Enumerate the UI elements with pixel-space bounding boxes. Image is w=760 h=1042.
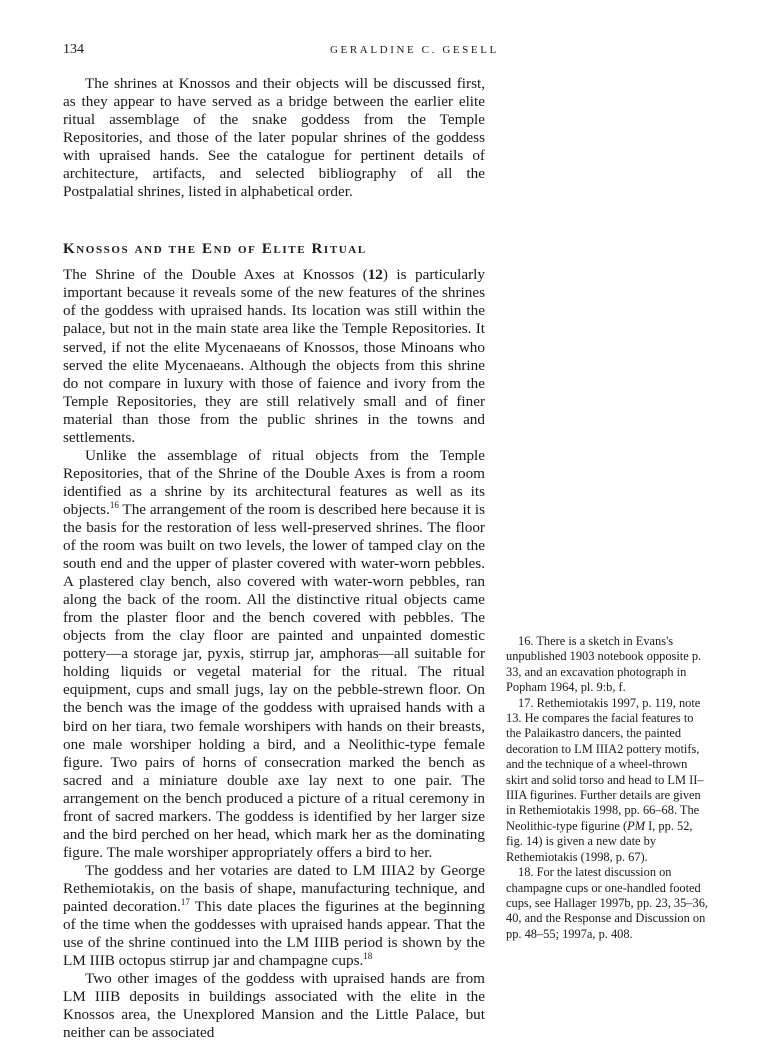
paragraph-text: Unlike the assemblage of ritual objects from the Temple Repositories, that of the Shrine of the Double Axes is from a room identified as a shrine by its architectural features as well as its objects. [63,446,485,518]
footnote-18: 18. For the latest discussion on champagne cups or one-handled footed cups, see Hallager 1997b, pp. 23, 35–36, 40, and the Response and Discussion on pp. 48–55; 1997a, p. 408. [506,865,708,941]
catalogue-reference: 12 [367,266,383,284]
footnote-abbreviation: PM [627,818,646,833]
main-text-column [63,75,485,1042]
paragraph-other-images: Two other images of the goddess with upraised hands are from LM IIIB deposits in buildings associated with the elite in the Knossos area, the Unexplored Mansion and the Little Palace, but neither can be associated [63,970,485,1042]
footnote-ref-18[interactable]: 18 [363,951,373,962]
paragraph-text: This date places the figurines at the beginning of the time when the goddesses with upraised hands appear. That the use of the shrine continued into the LM IIIB period is shown by the LM IIIB octopus stirrup jar and champagne cups. [63,897,485,970]
footnote-17 [506,696,708,865]
footnote-text: I, pp. 52, fig. 14) is given a new date by Rethemiotakis (1998, p. 67). [506,818,693,864]
paragraph-text: ) is particularly important because it reveals some of the new features of the shrines of the goddess with upraised hands. Its location was still within the palace, but not in the main state area like the Temple Repositories. It served, if not the elite Mycenaeans of Knossos, those Minoans who served the elite Mycenaeans. Although the objects from this shrine do not compare in luxury with those of faience and ivory from the Temple Repositories, they are still relatively small and of finer material than those from the public shrines in the towns and settlements. [63,266,485,446]
paragraph-shrine-of-double-axes [63,266,485,446]
page-number: 134 [63,42,84,57]
paragraph-text: The arrangement of the room is described here because it is the basis for the restoration of less well-preserved shrines. The floor of the room was built on two levels, the lower of tamped clay on the south end and the upper of plaster covered with water-worn pebbles. A plastered clay bench, also covered with water-worn pebbles, ran along the back of the room. All the distinctive ritual objects came from the plaster floor and the bench covered with pebbles. The objects from the clay floor are painted and unpainted domestic pottery—a storage jar, pyxis, stirrup jar, amphoras—all suitable for holding liquids or vegetal material for the ritual. The ritual equipment, cups and small jugs, lay on the pebble-strewn floor. On the bench was the image of the goddess with upraised hands with a bird on her tiara, two female worshipers with hands on their breasts, one male worshiper holding a bird, and a Neolithic-type female figure. Two pairs of horns of consecration marked the bench as sacred and a miniature double axe lay next to one pair. The arrangement on the bench produced a picture of a ritual ceremony in front of sacred markers. The goddess is identified by her larger size and the bird perched on her head, which mark her as the dominating figure. The male worshiper appropriately offers a bird to her. [63,500,485,861]
paragraph-text: The goddess and her votaries are dated to LM IIIA2 by George Rethemiotakis, on the basis of shape, manufacturing technique, and painted decoration. [63,861,485,915]
footnote-ref-17[interactable]: 17 [180,896,190,907]
paragraph-dating [63,862,485,970]
intro-paragraph: The shrines at Knossos and their objects will be discussed first, as they appear to have served as a bridge between the earlier elite ritual assemblage of the snake goddess from the Temple Repositories, and those of the later popular shrines of the goddess with upraised hands. See the catalogue for pertinent details of architecture, artifacts, and selected bibliography of all the Postpalatial shrines, listed in alphabetical order. [63,75,485,201]
footnote-text: 17. Rethemiotakis 1997, p. 119, note 13. He compares the facial features to the Palaikastro dancers, the painted decoration to LM IIIA2 pottery motifs, and the technique of a wheel-thrown skirt and solid torso and head to LM II–IIIA figurines. Further details are given in Rethemiotakis 1998, pp. 66–68. The Neolithic-type figurine ( [506,695,704,833]
paragraph-text: The Shrine of the Double Axes at Knossos ( [63,266,368,284]
footnote-16: 16. There is a sketch in Evans's unpublished 1903 notebook opposite p. 33, and an excavation photograph in Popham 1964, pl. 9:b, f. [506,634,702,695]
paragraph-room-arrangement [63,447,485,862]
footnotes-column [506,634,708,942]
footnote-ref-16[interactable]: 16 [109,499,119,510]
section-heading: Knossos and the End of Elite Ritual [63,241,367,258]
running-head: GERALDINE C. GESELL [330,44,499,56]
